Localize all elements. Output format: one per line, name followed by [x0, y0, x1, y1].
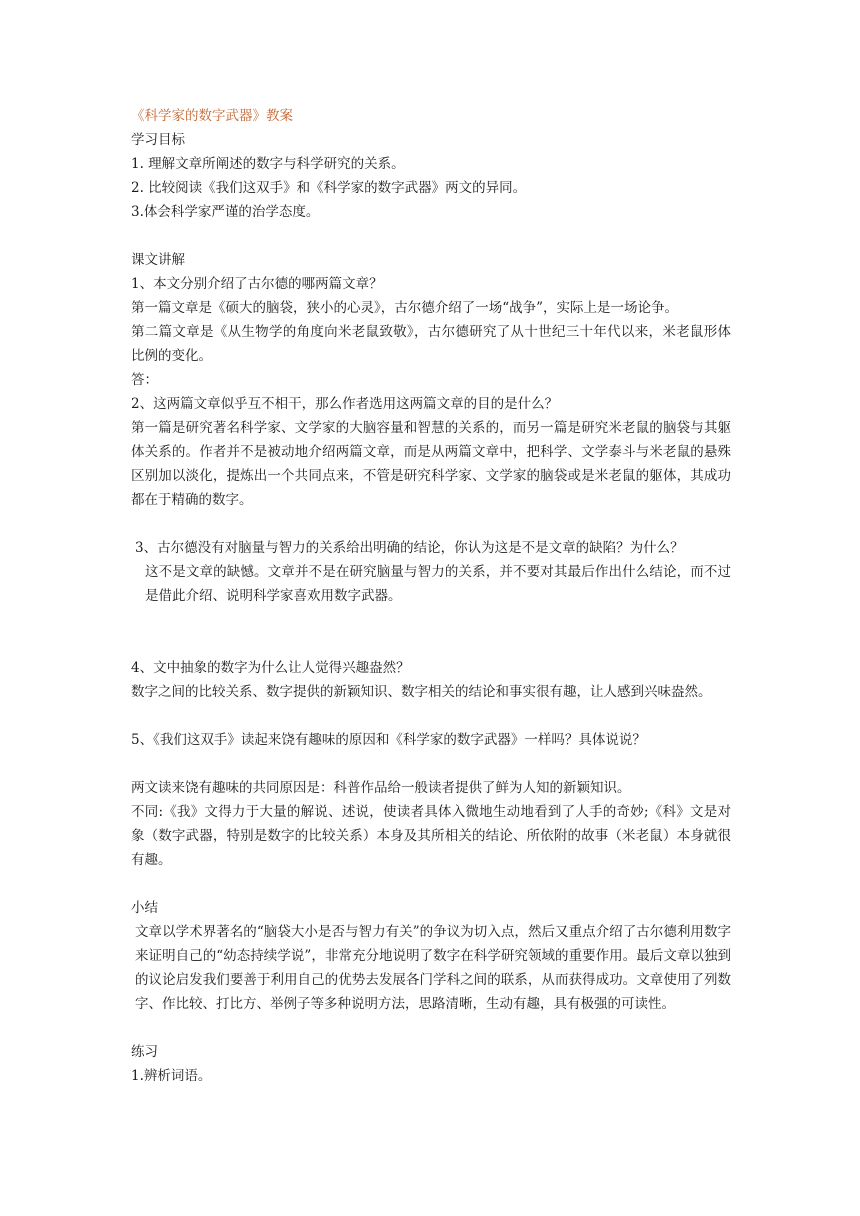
summary-heading: 小结	[131, 900, 158, 916]
goal-item-2: 2. 比较阅读《我们这双手》和《科学家的数字武器》两文的异同。	[131, 180, 527, 196]
document-page	[131, 104, 731, 1088]
answer-5-paragraph-2: 不同:《我》文得力于大量的解说、述说，使读者具体入微地生动地看到了人手的奇妙;《科》文是对象（数字武器，特别是数字的比较关系）本身及其所相关的结论、所依附的故事（米老鼠）本身就很有趣。	[131, 804, 731, 868]
answer-4: 数字之间的比较关系、数字提供的新颖知识、数字相关的结论和事实很有趣，让人感到兴味盎然。	[131, 684, 712, 700]
answer-2: 第一篇是研究著名科学家、文学家的大脑容量和智慧的关系的，而另一篇是研究米老鼠的脑袋与其躯体关系的。作者并不是被动地介绍两篇文章，而是从两篇文章中，把科学、文学泰斗与米老鼠的悬殊区别加以淡化，提炼出一个共同点来，不管是研究科学家、文学家的脑袋或是米老鼠的躯体，其成功都在于精确的数字。	[131, 420, 731, 508]
question-1: 1、本文分别介绍了古尔德的哪两篇文章？	[131, 276, 383, 292]
question-5: 5、《我们这双手》读起来饶有趣味的原因和《科学家的数字武器》一样吗？具体说说？	[131, 732, 646, 748]
goals-heading: 学习目标	[131, 132, 185, 148]
answer-3: 这不是文章的缺憾。文章并不是在研究脑量与智力的关系，并不要对其最后作出什么结论，而不过是借此介绍、说明科学家喜欢用数字武器。	[145, 564, 731, 604]
exercise-heading: 练习	[131, 1044, 158, 1060]
question-4: 4、文中抽象的数字为什么让人觉得兴趣盎然？	[131, 660, 410, 676]
question-3: 3、古尔德没有对脑量与智力的关系给出明确的结论，你认为这是不是文章的缺陷？为什么？	[135, 540, 684, 556]
goal-item-1: 1. 理解文章所阐述的数字与科学研究的关系。	[131, 156, 405, 172]
question-2: 2、这两篇文章似乎互不相干，那么作者选用这两篇文章的目的是什么？	[131, 396, 559, 412]
answer-5-paragraph-1: 两文读来饶有趣味的共同原因是：科普作品给一般读者提供了鲜为人知的新颖知识。	[131, 780, 631, 796]
summary-text: 文章以学术界著名的“脑袋大小是否与智力有关”的争议为切入点，然后又重点介绍了古尔德利用数字来证明自己的“幼态持续学说”，非常充分地说明了数字在科学研究领域的重要作用。最后文章以独到的议论启发我们要善于利用自己的优势去发展各门学科之间的联系，从而获得成功。文章使用了列数字、作比较、打比方、举例子等多种说明方法，思路清晰，生动有趣，具有极强的可读性。	[135, 924, 731, 1012]
lecture-heading: 课文讲解	[131, 252, 185, 268]
goal-item-3: 3.体会科学家严谨的治学态度。	[131, 204, 320, 220]
answer-label: 答：	[131, 372, 158, 388]
exercise-item-1: 1.辨析词语。	[131, 1068, 212, 1084]
answer-1-paragraph-1: 第一篇文章是《硕大的脑袋，狭小的心灵》，古尔德介绍了一场“战争”，实际上是一场论争。	[131, 300, 679, 316]
document-title: 《科学家的数字武器》教案	[131, 108, 293, 124]
answer-1-paragraph-2: 第二篇文章是《从生物学的角度向米老鼠致敬》，古尔德研究了从十世纪三十年代以来，米老鼠形体比例的变化。	[131, 324, 731, 364]
